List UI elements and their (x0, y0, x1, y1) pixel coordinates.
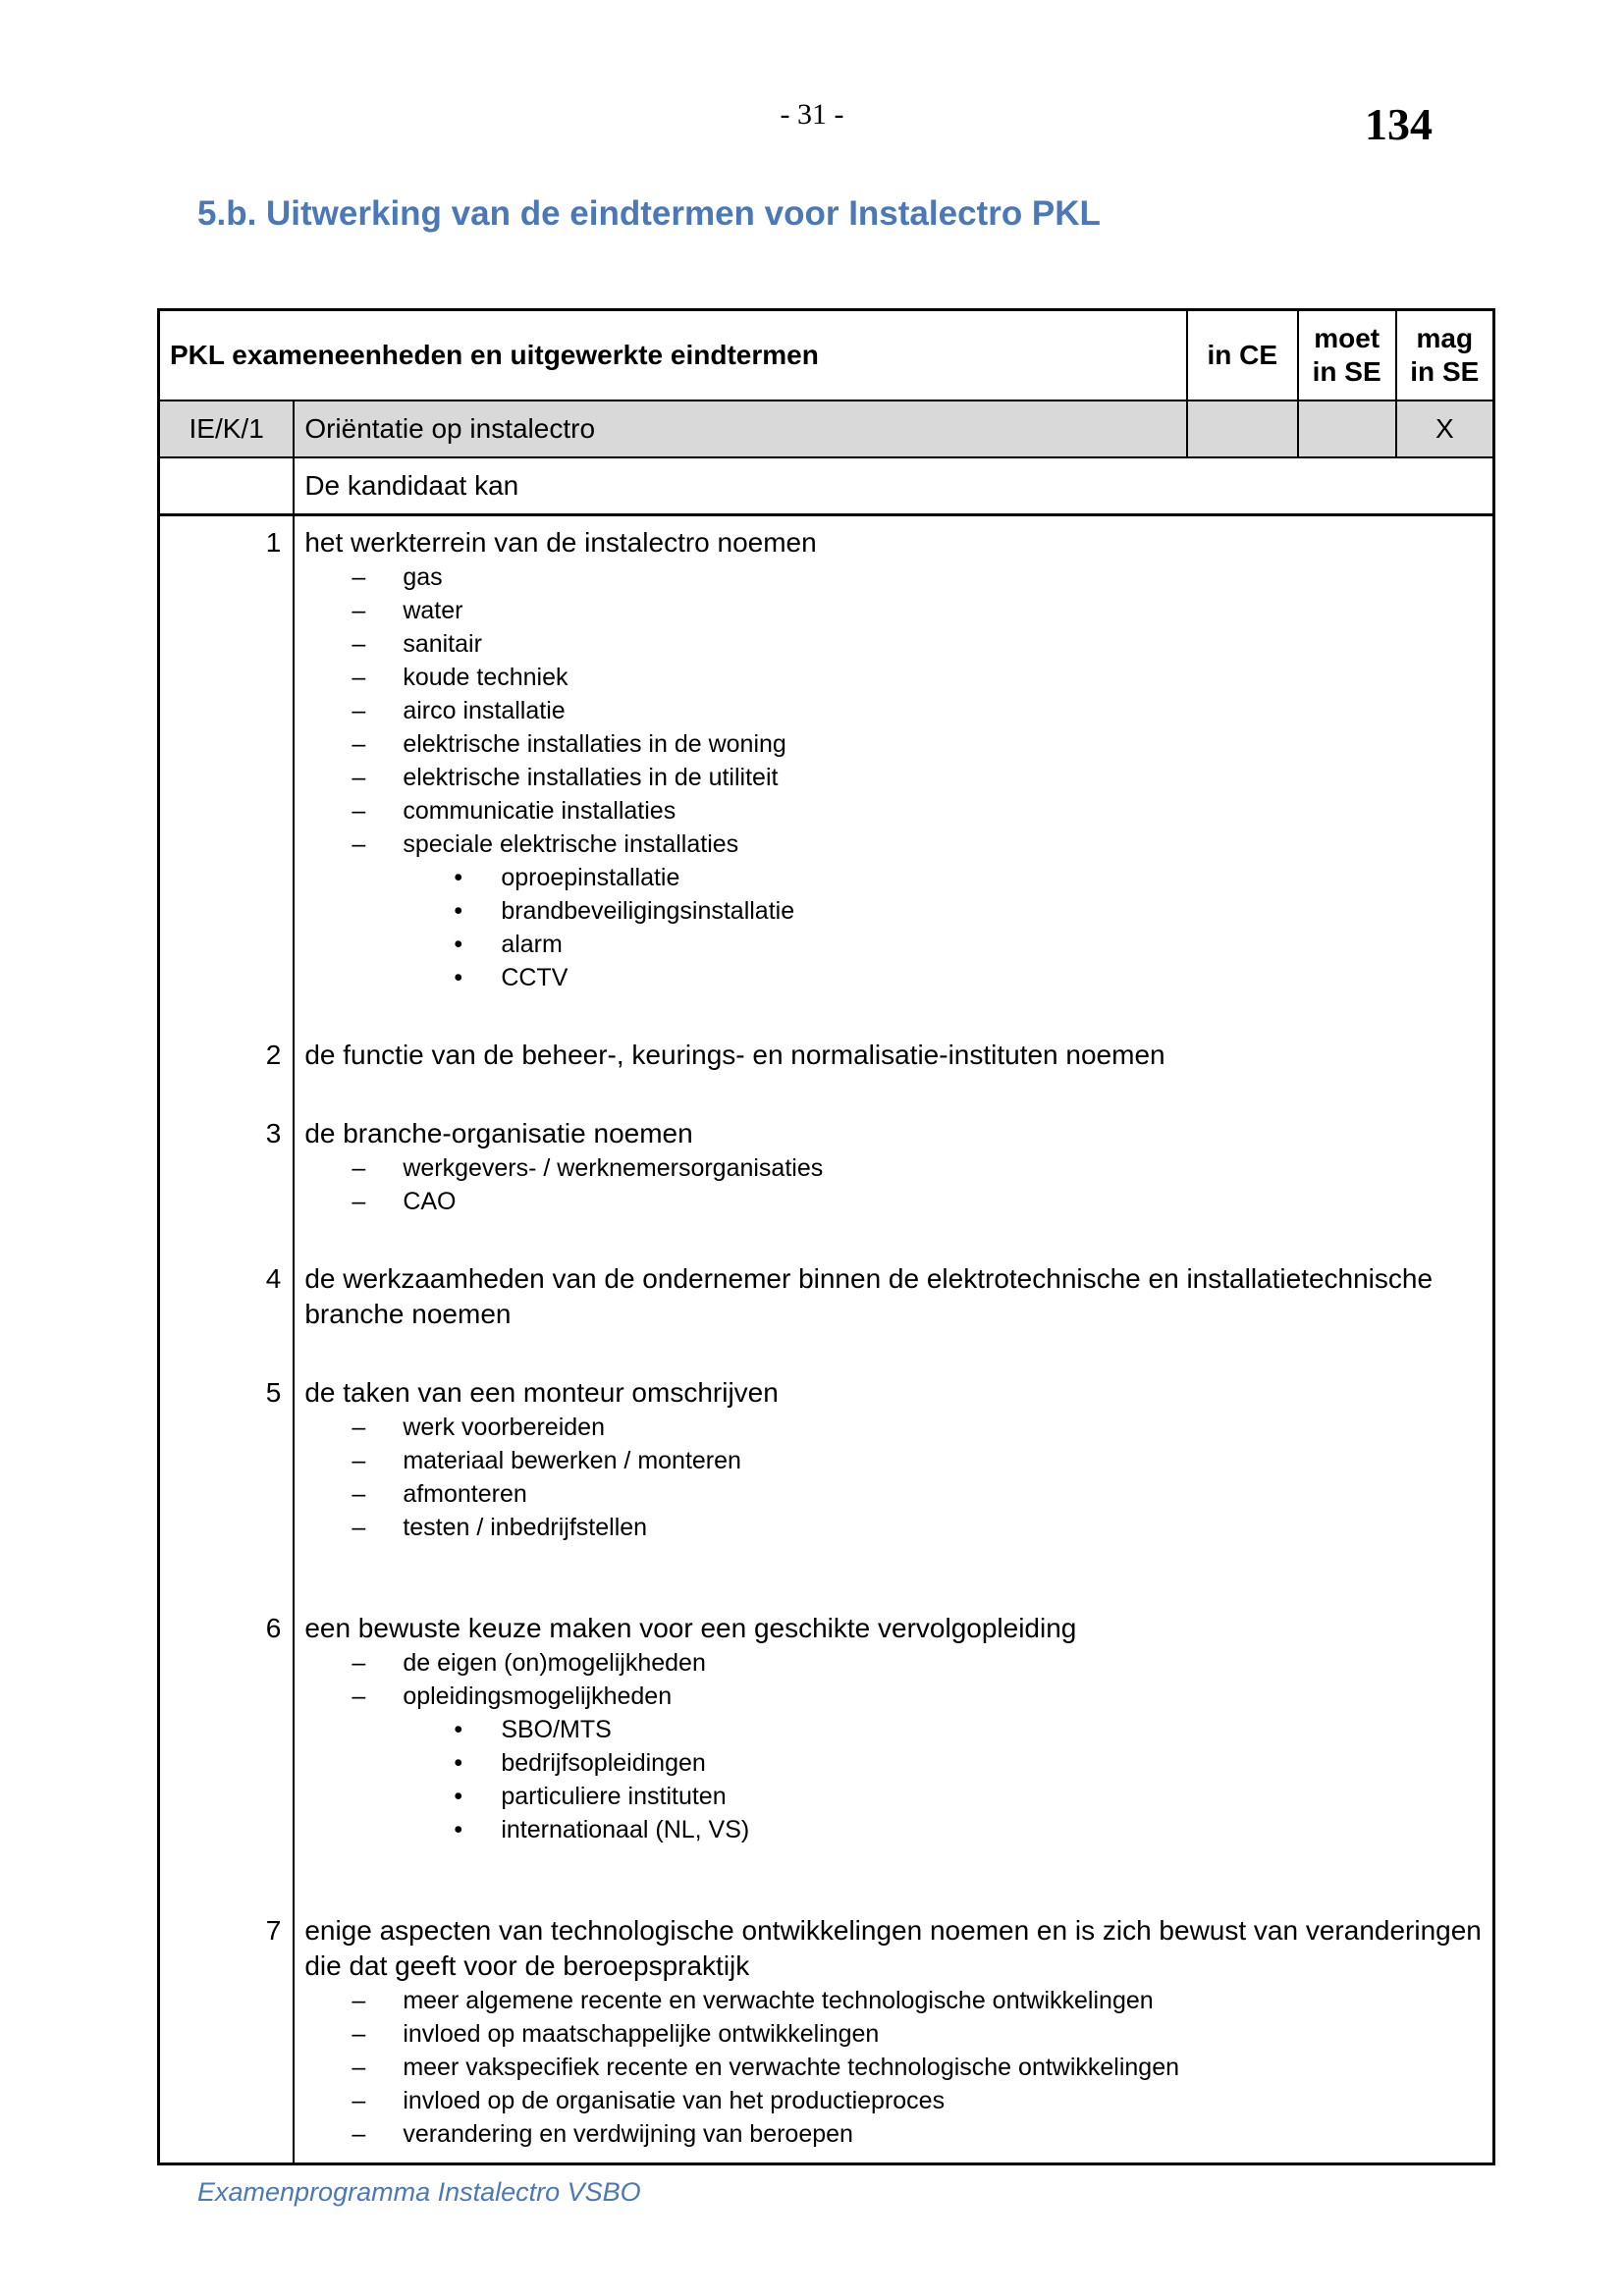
dash-icon: – (352, 563, 366, 591)
bullet-icon: • (454, 1783, 463, 1810)
bullet-item (304, 894, 1491, 928)
bullet-icon: • (454, 864, 463, 891)
sub-item (304, 561, 1491, 594)
bullet-item-text: brandbeveiligingsinstallatie (501, 897, 795, 925)
sub-item (304, 1444, 1491, 1477)
bullet-item-text: alarm (501, 931, 563, 958)
sub-item-text: meer vakspecifiek recente en verwachte technologische ontwikkelingen (403, 2054, 1180, 2081)
dash-icon: – (352, 764, 366, 791)
sub-item (304, 627, 1491, 661)
unit-mag-in-se: X (1396, 400, 1494, 457)
unit-moet-in-se (1298, 400, 1396, 457)
sub-item-text: testen / inbedrijfstellen (403, 1514, 648, 1541)
section-title: 5.b. Uitwerking van de eindtermen voor Instalectro PKL (197, 194, 1101, 233)
eindterm-item (265, 1030, 1491, 1073)
bullet-icon: • (454, 931, 463, 958)
sub-item (304, 1477, 1491, 1511)
eindterm-number: 3 (265, 1118, 282, 1148)
sub-item (304, 1646, 1491, 1680)
sub-item (304, 694, 1491, 727)
header-mag-line2: in SE (1410, 356, 1480, 387)
eindterm-item (265, 1254, 1491, 1332)
dash-icon: – (352, 2120, 366, 2148)
bullet-item (304, 1813, 1491, 1846)
sub-item-text: sanitair (403, 630, 482, 658)
eindterm-number: 1 (265, 527, 282, 558)
eindterm-number: 2 (265, 1040, 282, 1070)
eindterm-item (265, 1108, 1491, 1218)
bullet-item-text: SBO/MTS (501, 1716, 612, 1743)
bullet-item (304, 1746, 1491, 1780)
bullet-item-text: oproepinstallatie (501, 864, 680, 891)
bullet-icon: • (454, 897, 463, 925)
sub-item (304, 2017, 1491, 2051)
eindterm-item (265, 1905, 1491, 2151)
unit-name: Oriëntatie op instalectro (294, 400, 1187, 457)
unit-in-ce (1187, 400, 1298, 457)
bullet-icon: • (454, 1816, 463, 1843)
sub-item (304, 1151, 1491, 1185)
sub-item-text: communicatie installaties (403, 797, 677, 825)
sub-item-text: opleidingsmogelijkheden (403, 1682, 673, 1710)
sub-item-text: verandering en verdwijning van beroepen (403, 2120, 853, 2148)
dash-icon: – (352, 830, 366, 858)
bullet-item (304, 861, 1491, 894)
sub-item (304, 828, 1491, 861)
sub-item-text: gas (403, 563, 443, 591)
eindterm-text: het werkterrein van de instalectro noemen (304, 527, 817, 558)
sub-item-text: speciale elektrische installaties (403, 830, 739, 858)
eindterm-text: de taken van een monteur omschrijven (304, 1377, 779, 1408)
dash-icon: – (352, 630, 366, 658)
eindtermen-table (157, 308, 1495, 2165)
intro-text: De kandidaat kan (294, 457, 1493, 515)
sub-item-text: afmonteren (403, 1480, 527, 1508)
sub-item (304, 1511, 1491, 1544)
sub-item-text: de eigen (on)mogelijkheden (403, 1649, 706, 1677)
sub-item (304, 1680, 1491, 1713)
dash-icon: – (352, 697, 366, 724)
dash-icon: – (352, 1414, 366, 1441)
sub-item (304, 794, 1491, 828)
eindterm-text: de functie van de beheer-, keurings- en normalisatie-instituten noemen (304, 1040, 1165, 1070)
eindterm-text: enige aspecten van technologische ontwikkelingen noemen en is zich bewust van veranderingen die dat geeft voor de beroepspraktijk (304, 1915, 1482, 1981)
header-mag-line1: mag (1416, 323, 1474, 353)
sub-item-text: koude techniek (403, 664, 568, 691)
dash-icon: – (352, 597, 366, 624)
dash-icon: – (352, 797, 366, 825)
sub-item (304, 2117, 1491, 2151)
dash-icon: – (352, 1188, 366, 1215)
eindterm-text: de werkzaamheden van de ondernemer binnen de elektrotechnische en installatietechnische branche noemen (304, 1263, 1434, 1329)
dash-icon: – (352, 1447, 366, 1474)
bullet-icon: • (454, 964, 463, 991)
sub-item (304, 1411, 1491, 1444)
header-moet-line1: moet (1314, 323, 1380, 353)
sub-item (304, 2084, 1491, 2117)
sub-item (304, 594, 1491, 627)
sub-item-text: invloed op de organisatie van het productieproces (403, 2087, 946, 2114)
sub-item-text: CAO (403, 1188, 457, 1215)
dash-icon: – (352, 1154, 366, 1182)
unit-code: IE/K/1 (159, 400, 295, 457)
items-row (159, 515, 1494, 2164)
sub-item (304, 727, 1491, 761)
sub-item-text: airco installatie (403, 697, 566, 724)
eindterm-item (265, 517, 1491, 994)
bullet-item (304, 1780, 1491, 1813)
bullet-icon: • (454, 1716, 463, 1743)
dash-icon: – (352, 1987, 366, 2014)
bullet-icon: • (454, 1749, 463, 1777)
sub-item-text: elektrische installaties in de woning (403, 730, 786, 758)
dash-icon: – (352, 664, 366, 691)
dash-icon: – (352, 2087, 366, 2114)
sub-item-text: werk voorbereiden (403, 1414, 605, 1441)
bullet-item-text: internationaal (NL, VS) (501, 1816, 750, 1843)
sub-item-text: elektrische installaties in de utiliteit (403, 764, 779, 791)
eindterm-item (265, 1603, 1491, 1846)
bullet-item-text: CCTV (501, 964, 568, 991)
eindterm-text: een bewuste keuze maken voor een geschikte vervolgopleiding (304, 1613, 1077, 1643)
dash-icon: – (352, 1480, 366, 1508)
bullet-item-text: particuliere instituten (501, 1783, 727, 1810)
sub-item (304, 2051, 1491, 2084)
eindterm-number: 4 (265, 1263, 282, 1294)
eindterm-item (265, 1367, 1491, 1544)
dash-icon: – (352, 2020, 366, 2048)
sub-item-text: meer algemene recente en verwachte technologische ontwikkelingen (403, 1987, 1154, 2014)
eindterm-number: 7 (265, 1915, 282, 1946)
items-list (265, 515, 1493, 2164)
bullet-item-text: bedrijfsopleidingen (501, 1749, 706, 1777)
header-title: PKL exameneenheden en uitgewerkte eindtermen (159, 310, 1187, 401)
table-header-row (159, 310, 1494, 401)
page-total: 134 (1365, 99, 1433, 149)
unit-row (159, 400, 1494, 457)
dash-icon: – (352, 1514, 366, 1541)
intro-blank (159, 457, 295, 515)
footer-text: Examenprogramma Instalectro VSBO (197, 2177, 641, 2207)
sub-item (304, 761, 1491, 794)
dash-icon: – (352, 730, 366, 758)
sub-item-text: water (403, 597, 463, 624)
sub-item-text: invloed op maatschappelijke ontwikkelingen (403, 2020, 880, 2048)
header-in-ce: in CE (1187, 310, 1298, 401)
eindterm-number: 5 (265, 1377, 282, 1408)
sub-item-text: werkgevers- / werknemersorganisaties (403, 1154, 824, 1182)
sub-item (304, 1185, 1491, 1218)
dash-icon: – (352, 1649, 366, 1677)
header-moet-line2: in SE (1312, 356, 1381, 387)
bullet-item (304, 928, 1491, 961)
header-mag-in-se (1396, 310, 1494, 401)
header-moet-in-se (1298, 310, 1396, 401)
dash-icon: – (352, 1682, 366, 1710)
page-number: - 31 - (780, 98, 844, 131)
dash-icon: – (352, 2054, 366, 2081)
eindterm-number: 6 (265, 1613, 282, 1643)
sub-item (304, 661, 1491, 694)
intro-row (159, 457, 1494, 515)
sub-item-text: materiaal bewerken / monteren (403, 1447, 741, 1474)
sub-item (304, 1984, 1491, 2017)
bullet-item (304, 961, 1491, 994)
eindterm-text: de branche-organisatie noemen (304, 1118, 693, 1148)
bullet-item (304, 1713, 1491, 1746)
